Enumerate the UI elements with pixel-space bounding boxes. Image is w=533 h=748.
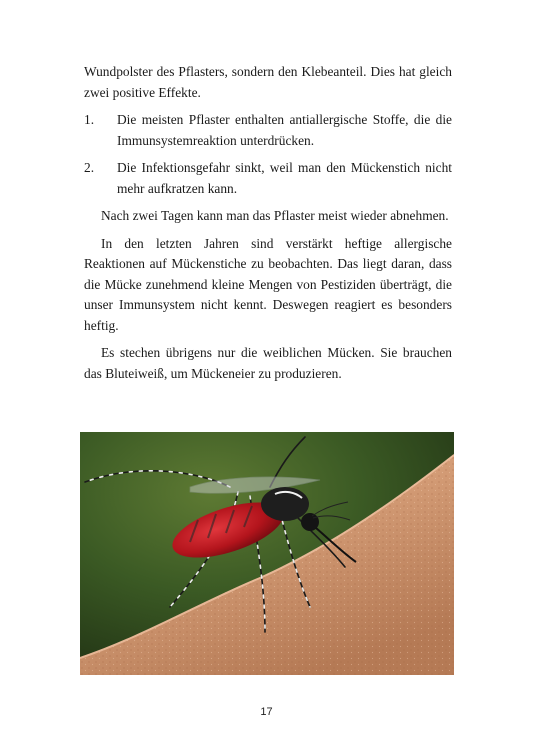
list-item-text: Die meisten Pflaster enthalten antiallergische Stoffe, die die Immunsystemreaktion unterdrücken. bbox=[117, 112, 452, 148]
list-item-number: 2. bbox=[84, 160, 95, 175]
body-text bbox=[84, 62, 452, 391]
numbered-list bbox=[84, 110, 452, 199]
list-item bbox=[84, 158, 452, 199]
list-item-text: Die Infektionsgefahr sinkt, weil man den Mückenstich nicht mehr aufkratzen kann. bbox=[117, 160, 452, 196]
mosquito-illustration bbox=[80, 432, 454, 675]
paragraph: Nach zwei Tagen kann man das Pflaster meist wieder abnehmen. bbox=[101, 208, 449, 223]
list-item-number: 1. bbox=[84, 112, 95, 127]
paragraph: In den letzten Jahren sind verstärkt heftige allergische Reaktionen auf Mückenstiche zu beobachten. Das liegt daran, dass die Mücke zunehmend kleine Mengen von Pestiziden überträgt, die unser Immunsystem nicht kennt. Deswegen reagiert es besonders heftig. bbox=[84, 235, 452, 333]
page-number: 17 bbox=[260, 706, 273, 718]
mosquito-photo bbox=[80, 432, 454, 675]
paragraph: Es stechen übrigens nur die weiblichen Mücken. Sie brauchen das Bluteiweiß, um Mückeneier zu produzieren. bbox=[84, 345, 452, 381]
list-item bbox=[84, 110, 452, 151]
paragraph-continued: Wundpolster des Pflasters, sondern den Klebeanteil. Dies hat gleich zwei positive Effekte. bbox=[84, 64, 452, 100]
